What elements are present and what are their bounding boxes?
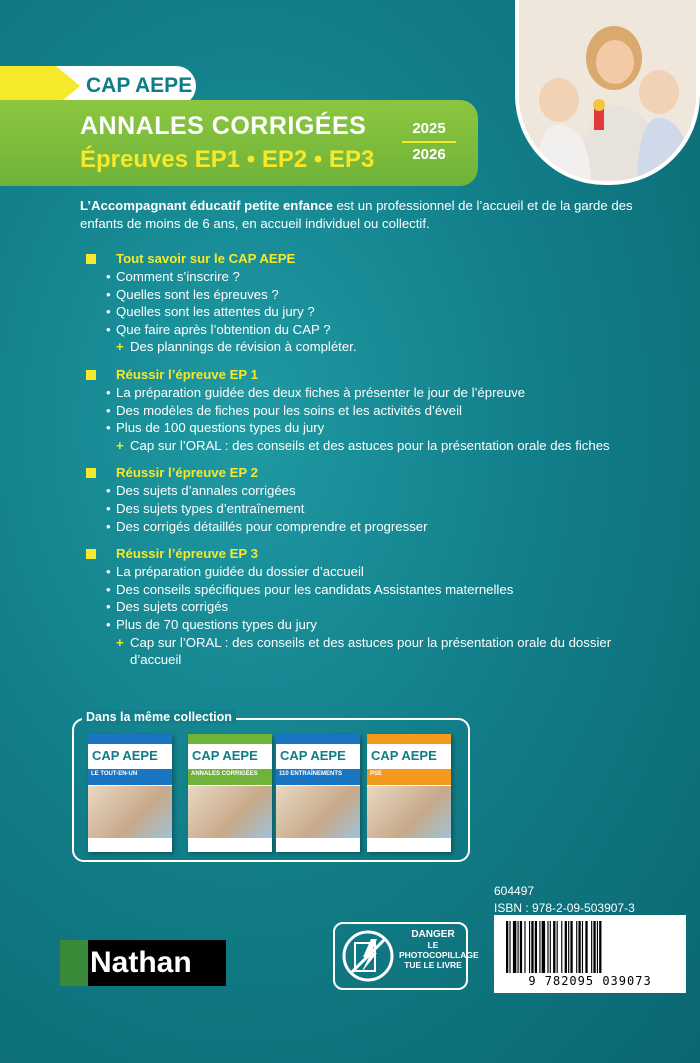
section-2 bbox=[86, 366, 646, 454]
section-4 bbox=[86, 545, 646, 669]
barcode-bar bbox=[570, 921, 572, 973]
barcode-bar bbox=[518, 921, 519, 973]
bullet-icon: • bbox=[106, 483, 111, 499]
barcode-bar bbox=[561, 921, 562, 973]
barcode-bar bbox=[520, 921, 522, 973]
book-band bbox=[276, 769, 360, 785]
book-title: CAP AEPE bbox=[280, 748, 346, 763]
list-item-text: Des corrigés détaillés pour comprendre et progresser bbox=[116, 518, 428, 534]
book-band-label: ANNALES CORRIGÉES bbox=[191, 771, 258, 777]
publisher-name: Nathan bbox=[90, 946, 192, 979]
collection-book-3 bbox=[276, 734, 360, 852]
yellow-square-icon bbox=[86, 254, 96, 264]
barcode-bar bbox=[531, 921, 533, 973]
section-heading-text: Réussir l’épreuve EP 2 bbox=[116, 465, 258, 481]
danger-line2: LE bbox=[427, 940, 439, 950]
book-title: ANNALES CORRIGÉES bbox=[80, 112, 367, 140]
book-subtitle: Épreuves EP1 • EP2 • EP3 bbox=[80, 146, 375, 173]
book-cover-photo bbox=[88, 786, 172, 838]
bullet-icon: • bbox=[106, 518, 111, 534]
bullet-icon: • bbox=[106, 384, 111, 400]
list-item-text: La préparation guidée du dossier d’accueil bbox=[116, 564, 364, 580]
plus-item-text: Cap sur l’ORAL : des conseils et des astuces pour la présentation orale du dossier d’accueil bbox=[130, 634, 612, 668]
intro-paragraph bbox=[80, 197, 640, 233]
section-heading bbox=[86, 366, 646, 384]
yellow-square-icon bbox=[86, 370, 96, 380]
section-heading bbox=[86, 464, 646, 482]
collection-book-2 bbox=[188, 734, 272, 852]
plus-item-text: Cap sur l’ORAL : des conseils et des astuces pour la présentation orale des fiches bbox=[130, 437, 610, 453]
list-item bbox=[86, 581, 646, 599]
barcode-bar bbox=[565, 921, 567, 973]
book-top-strip bbox=[367, 734, 451, 744]
bullet-icon: • bbox=[106, 321, 111, 337]
reference-block bbox=[494, 883, 635, 917]
barcode-bar bbox=[568, 921, 569, 973]
isbn: ISBN : 978-2-09-503907-3 bbox=[494, 901, 635, 915]
list-item-text: Quelles sont les attentes du jury ? bbox=[116, 304, 315, 320]
reference-number: 604497 bbox=[494, 884, 535, 898]
barcode-bar bbox=[582, 921, 583, 973]
photo-illustration bbox=[519, 0, 696, 181]
list-item-text: Des modèles de fiches pour les soins et les activités d’éveil bbox=[116, 402, 462, 418]
barcode-bar bbox=[576, 921, 577, 973]
collection-book-1 bbox=[88, 734, 172, 852]
nathan-logo bbox=[60, 940, 226, 986]
bullet-icon: • bbox=[106, 286, 111, 302]
barcode-bars bbox=[506, 921, 676, 973]
section-heading bbox=[86, 250, 646, 268]
book-cover-photo bbox=[276, 786, 360, 838]
bullet-icon: • bbox=[106, 402, 111, 418]
section-heading bbox=[86, 545, 646, 563]
section-3 bbox=[86, 464, 646, 535]
list-item-text: La préparation guidée des deux fiches à présenter le jour de l’épreuve bbox=[116, 384, 526, 400]
bullet-icon: • bbox=[106, 269, 111, 284]
bullet-icon: • bbox=[106, 564, 111, 580]
collection-label: Dans la même collection bbox=[82, 710, 236, 724]
bullet-icon: • bbox=[106, 581, 111, 597]
list-item-text: Des sujets d’annales corrigées bbox=[116, 483, 296, 499]
list-item-text: Des conseils spécifiques pour les candidats Assistantes maternelles bbox=[116, 581, 514, 597]
list-item-text: Quelles sont les épreuves ? bbox=[116, 286, 279, 302]
book-band-label: PSE bbox=[370, 771, 383, 777]
list-item bbox=[86, 419, 646, 437]
bullet-icon: • bbox=[106, 616, 111, 632]
barcode bbox=[494, 915, 686, 993]
barcode-bar bbox=[535, 921, 537, 973]
barcode-number: 9 782095 039073 bbox=[528, 974, 652, 988]
book-band-label: 110 ENTRAÎNEMENTS bbox=[279, 771, 343, 777]
nathan-mark-icon bbox=[60, 940, 88, 986]
barcode-bar bbox=[593, 921, 595, 973]
barcode-bar bbox=[591, 921, 592, 973]
book-top-strip bbox=[188, 734, 272, 744]
contents-sections bbox=[86, 250, 646, 679]
danger-line3: PHOTOCOPILLAGE bbox=[399, 950, 479, 960]
list-item bbox=[86, 286, 646, 304]
barcode-bar bbox=[539, 921, 540, 973]
barcode-bar bbox=[597, 921, 598, 973]
list-item bbox=[86, 303, 646, 321]
barcode-bar bbox=[547, 921, 548, 973]
edition-years bbox=[402, 118, 456, 166]
intro-bold: L’Accompagnant éducatif petite enfance bbox=[80, 198, 333, 213]
book-title: CAP AEPE bbox=[192, 748, 258, 763]
book-cover-photo bbox=[188, 786, 272, 838]
barcode-bar bbox=[509, 921, 510, 973]
list-item bbox=[86, 598, 646, 616]
plus-item-text: Des plannings de révision à compléter. bbox=[130, 339, 357, 355]
plus-icon: + bbox=[116, 437, 124, 453]
danger-line1: DANGER bbox=[411, 929, 455, 940]
list-item bbox=[86, 482, 646, 500]
list-item bbox=[86, 616, 646, 634]
barcode-bar bbox=[513, 921, 516, 973]
section-heading-text: Réussir l’épreuve EP 1 bbox=[116, 366, 258, 382]
list-item bbox=[86, 321, 646, 339]
collection-book-4 bbox=[367, 734, 451, 852]
barcode-bar bbox=[529, 921, 530, 973]
danger-line4: TUE LE LIVRE bbox=[404, 960, 462, 970]
list-item bbox=[86, 384, 646, 402]
bullet-icon: • bbox=[106, 420, 111, 436]
year-start: 2025 bbox=[412, 120, 446, 137]
book-top-strip bbox=[276, 734, 360, 744]
book-top-strip bbox=[88, 734, 172, 744]
list-item-text: Plus de 100 questions types du jury bbox=[116, 420, 325, 436]
year-end: 2026 bbox=[412, 146, 446, 163]
barcode-bar bbox=[506, 921, 508, 973]
list-item bbox=[86, 402, 646, 420]
barcode-bar bbox=[578, 921, 580, 973]
plus-icon: + bbox=[116, 634, 124, 650]
list-item-text: Plus de 70 questions types du jury bbox=[116, 616, 317, 632]
intro-rest: est un professionnel de l’accueil et de la garde des enfants de moins de 6 ans, en accueil individuel ou collectif. bbox=[80, 198, 633, 231]
plus-icon: + bbox=[116, 339, 124, 355]
barcode-bar bbox=[557, 921, 558, 973]
list-item bbox=[86, 268, 646, 286]
section-heading-text: Réussir l’épreuve EP 3 bbox=[116, 546, 258, 562]
book-band bbox=[88, 769, 172, 785]
barcode-bar bbox=[585, 921, 587, 973]
barcode-bar bbox=[550, 921, 551, 973]
list-item-text: Des sujets corrigés bbox=[116, 599, 229, 615]
book-band-label: LE TOUT-EN-UN bbox=[91, 771, 138, 777]
barcode-bar bbox=[553, 921, 555, 973]
barcode-bar bbox=[524, 921, 525, 973]
year-divider bbox=[402, 141, 456, 143]
list-item bbox=[86, 500, 646, 518]
book-title: CAP AEPE bbox=[92, 748, 158, 763]
list-item-text: Des sujets types d’entraînement bbox=[116, 500, 305, 516]
bullet-icon: • bbox=[106, 500, 111, 516]
book-title: CAP AEPE bbox=[371, 748, 437, 763]
list-item bbox=[86, 518, 646, 536]
list-item-text: Que faire après l’obtention du CAP ? bbox=[116, 321, 331, 337]
danger-photocopy-badge bbox=[333, 922, 479, 990]
book-band bbox=[367, 769, 451, 785]
section-heading-text: Tout savoir sur le CAP AEPE bbox=[116, 251, 296, 266]
list-item-text: Comment s’inscrire ? bbox=[116, 269, 240, 284]
book-cover-photo bbox=[367, 786, 451, 838]
yellow-square-icon bbox=[86, 468, 96, 478]
plus-item bbox=[86, 634, 646, 669]
bullet-icon: • bbox=[106, 304, 111, 320]
book-band bbox=[188, 769, 272, 785]
barcode-bar bbox=[542, 921, 545, 973]
bullet-icon: • bbox=[106, 599, 111, 615]
tag-label: CAP AEPE bbox=[86, 74, 193, 97]
barcode-bar bbox=[599, 921, 601, 973]
plus-item bbox=[86, 437, 646, 455]
section-1 bbox=[86, 250, 646, 356]
danger-text bbox=[399, 929, 479, 970]
yellow-square-icon bbox=[86, 549, 96, 559]
cover-photo-mother-children bbox=[515, 0, 700, 185]
photocopy-warning-icon bbox=[341, 929, 395, 983]
plus-item bbox=[86, 338, 646, 356]
list-item bbox=[86, 563, 646, 581]
